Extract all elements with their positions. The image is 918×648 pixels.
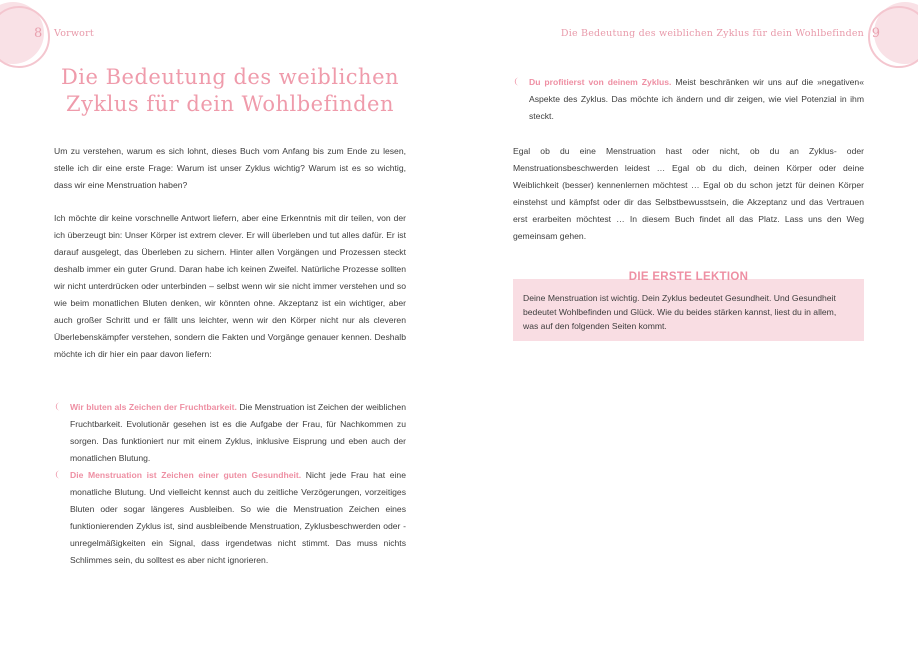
lesson-text: Deine Menstruation ist wichtig. Dein Zyklus bedeutet Gesundheit. Und Gesundheit bedeutet Wohlbefinden und Glück. Wie du beides stärken kannst, liest du in allem, was auf den folgenden Seiten kommt. bbox=[523, 293, 837, 331]
bullet-lead: Wir bluten als Zeichen der Fruchtbarkeit. bbox=[70, 402, 237, 412]
paragraph-right: Egal ob du eine Menstruation hast oder nicht, ob du an Zyklus- oder Menstruationsbeschwerden leidest … Egal ob du dich, deinen Körper oder deine Weiblichkeit (besser) kennenlernen möchtest … Egal ob du schon jetzt für deinen Körper einstehst und kämpfst oder dir das Selbstbewusstsein, die Akzeptanz und das Vertrauen erst erarbeiten möchtest … In diesem Buch findet all das Platz. Lass uns den Weg gemeinsam gehen. bbox=[513, 146, 864, 241]
list-item bbox=[513, 74, 864, 125]
lesson-box bbox=[513, 271, 864, 341]
bullet-body: Meist beschränken wir uns auf die »negativen« Aspekte des Zyklus. Das möchte ich ändern und dir zeigen, wie viel Potenzial in ihm steckt. bbox=[529, 77, 864, 121]
paragraph-body: Ich möchte dir keine vorschnelle Antwort liefern, aber eine Erkenntnis mit dir teilen, von der ich überzeugt bin: Unser Körper ist extrem clever. Er will überleben und tut alles dafür. Er ist darauf ausgelegt, das Überleben zu sichern. Hinter allen Vorgängen und Prozessen steckt deshalb immer ein guter Grund. Daran habe ich keinen Zweifel. Natürliche Prozesse sollten wir nicht unterdrücken oder unterbinden – selbst wenn wir sie nicht immer verstehen und so wie beim monatlichen Bluten denken, wir könnten ohne. Akzeptanz ist ein wichtiger, aber auch großer Schritt und er fällt uns leichter, wenn wir den Körper nicht nur als cleveren Überlebenskämpfer verstehen, sondern die Fakten und Vorgänge genauer kennen. Deshalb möchte ich dir hier ein paar davon liefern: bbox=[54, 213, 406, 359]
lesson-title: DIE ERSTE LEKTION bbox=[628, 271, 749, 283]
bullet-lead: Die Menstruation ist Zeichen einer guten Gesundheit. bbox=[70, 470, 302, 480]
running-header-left: Vorwort bbox=[54, 28, 94, 39]
paragraph-intro: Um zu verstehen, warum es sich lohnt, dieses Buch vom Anfang bis zum Ende zu lesen, stelle ich dir eine erste Frage: Warum ist unser Zyklus wichtig? Warum ist es so wichtig, dass wir eine Menstruation haben? bbox=[54, 146, 406, 190]
bullet-body: Die Menstruation ist Zeichen der weiblichen Fruchtbarkeit. Evolutionär gesehen ist es die Aufgabe der Frau, für Nachkommen zu sorgen. Das funktioniert nur mit einem Zyklus, inklusive Eisprung und eben auch der monatlichen Blutung. bbox=[70, 402, 406, 463]
running-header-right: Die Bedeutung des weiblichen Zyklus für dein Wohlbefinden bbox=[560, 28, 864, 39]
bullet-list-right bbox=[513, 74, 864, 125]
crescent-moon-icon bbox=[54, 402, 63, 411]
chapter-title: Die Bedeutung des weiblichen Zyklus für dein Wohlbefinden bbox=[60, 65, 400, 116]
bullet-lead: Du profitierst von deinem Zyklus. bbox=[529, 77, 672, 87]
list-item bbox=[54, 467, 406, 569]
crescent-moon-icon bbox=[513, 77, 522, 86]
page-number-left: 8 bbox=[34, 26, 43, 41]
page-number-right: 9 bbox=[871, 26, 880, 41]
list-item bbox=[54, 399, 406, 467]
crescent-moon-icon bbox=[54, 470, 63, 479]
page-number-ring bbox=[0, 6, 50, 68]
bullet-list-left bbox=[54, 399, 406, 569]
bullet-body: Nicht jede Frau hat eine monatliche Blutung. Und vielleicht kennst auch du zeitliche Verzögerungen, vorzeitiges Bluten oder sogar längeres Ausbleiben. So wie die Menstruation Zeichen eines funktionierenden Zyklus ist, sind ausbleibende Menstruation, Zyklusbeschwerden oder -unregelmäßigkeiten ein Signal, dass irgendetwas nicht stimmt. Das muss nichts Schlimmes sein, du solltest es aber nicht ignorieren. bbox=[70, 470, 406, 565]
